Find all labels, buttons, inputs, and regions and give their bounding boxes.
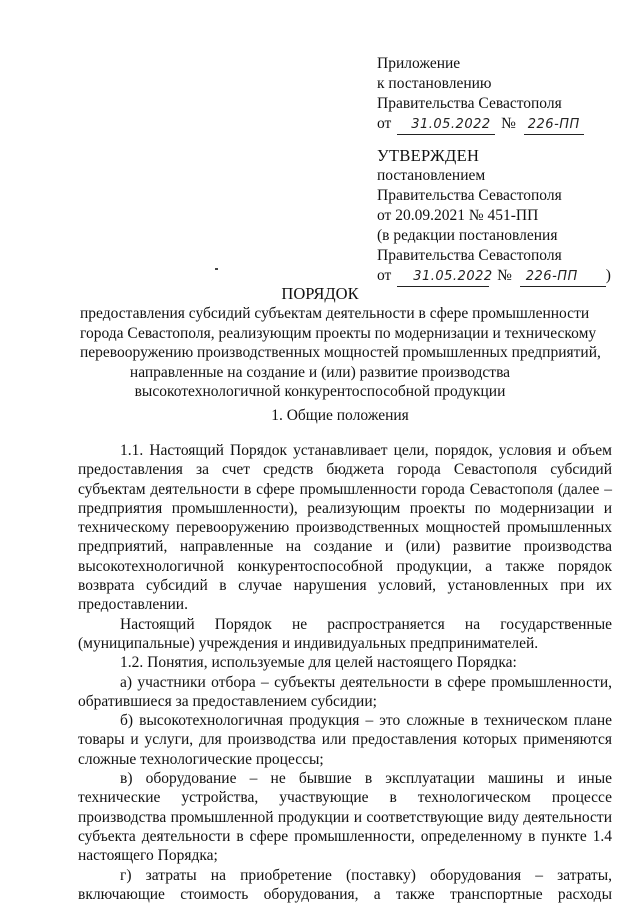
appendix-date: 31.05.2022 bbox=[411, 117, 491, 132]
approved-line-5: Правительства Севастополя bbox=[377, 247, 562, 264]
approved-line-4: (в редакции постановления bbox=[377, 227, 558, 244]
paragraph-1-2: 1.2. Понятия, используемые для целей настоящего Порядка: bbox=[120, 654, 517, 672]
document-subtitle bbox=[80, 304, 601, 402]
approved-from-label: от bbox=[377, 267, 392, 284]
approved-line-2: Правительства Севастополя bbox=[377, 187, 562, 204]
appendix-number: 226-ПП bbox=[527, 117, 580, 132]
approved-title: УТВЕРЖДЕН bbox=[377, 146, 480, 165]
approved-number-label: № bbox=[497, 267, 512, 284]
approved-close-paren: ) bbox=[605, 267, 611, 284]
subtitle-line-5: высокотехнологичной конкурентоспособной продукции bbox=[134, 383, 506, 400]
document-body bbox=[78, 441, 612, 904]
appendix-line-2: к постановлению bbox=[377, 75, 492, 92]
approved-line-1: постановлением bbox=[377, 167, 486, 184]
paragraph-item-b: б) высокотехнологичная продукция – это сложные в техническом плане товары и услуги, для производства или предоставления которых применяются сложные технологические процессы; bbox=[78, 712, 612, 768]
scan-mark bbox=[215, 268, 218, 270]
section-heading: 1. Общие положения bbox=[271, 407, 409, 424]
appendix-line-3: Правительства Севастополя bbox=[377, 95, 562, 112]
approved-number: 226-ПП bbox=[525, 269, 578, 284]
document-title: ПОРЯДОК bbox=[281, 284, 359, 303]
paragraph-scope: Настоящий Порядок не распространяется на государственные (муниципальные) учреждения и индивидуальных предпринимателей. bbox=[78, 615, 612, 652]
paragraph-item-a: а) участники отбора – субъекты деятельности в сфере промышленности, обратившиеся за предоставлением субсидии; bbox=[78, 673, 612, 710]
approved-date: 31.05.2022 bbox=[413, 269, 493, 284]
appendix-number-field bbox=[524, 115, 584, 135]
subtitle-line-3: перевооружению производственных мощностей промышленных предприятий, bbox=[80, 344, 601, 361]
appendix-line-1: Приложение bbox=[377, 55, 461, 72]
subtitle-line-2: города Севастополя, реализующим проекты по модернизации и техническому bbox=[80, 324, 597, 342]
subtitle-line-4: направленные на создание и (или) развитие производства bbox=[129, 363, 511, 381]
paragraph-item-g: г) затраты на приобретение (поставку) оборудования – затраты, включающие стоимость оборудования, а также транспортные расходы bbox=[78, 866, 612, 903]
appendix-number-label: № bbox=[501, 115, 516, 132]
paragraph-item-v: в) оборудование – не бывшие в эксплуатации машины и иные технические устройства, участвующие в технологическом процессе производства промышленной продукции и соответствующие виду деятельности субъекта деятельности в сфере промышленности, определенному в пункте 1.4 настоящего Порядка; bbox=[78, 770, 612, 865]
paragraph-1-1: 1.1. Настоящий Порядок устанавливает цели, порядок, условия и объем предоставления за счет средств бюджета города Севастополя субсидий субъектам деятельности в сфере промышленности города Севастополя (далее – предприятия промышленности), реализующим проекты по модернизации и техническому перевооружению производственных мощностей промышленных предприятий, направленные на создание и (или) развитие производства высокотехнологичной конкурентоспособной продукции, а также порядок возврата субсидий в случае нарушения условий, установленных при их предоставлении. bbox=[78, 442, 612, 614]
appendix-date-line bbox=[377, 114, 584, 135]
appendix-from-label: от bbox=[377, 115, 392, 132]
approved-line-3: от 20.09.2021 № 451-ПП bbox=[377, 207, 539, 224]
appendix-date-field bbox=[397, 115, 495, 135]
subtitle-line-1: предоставления субсидий субъектам деятельности в сфере промышленности bbox=[80, 305, 590, 322]
